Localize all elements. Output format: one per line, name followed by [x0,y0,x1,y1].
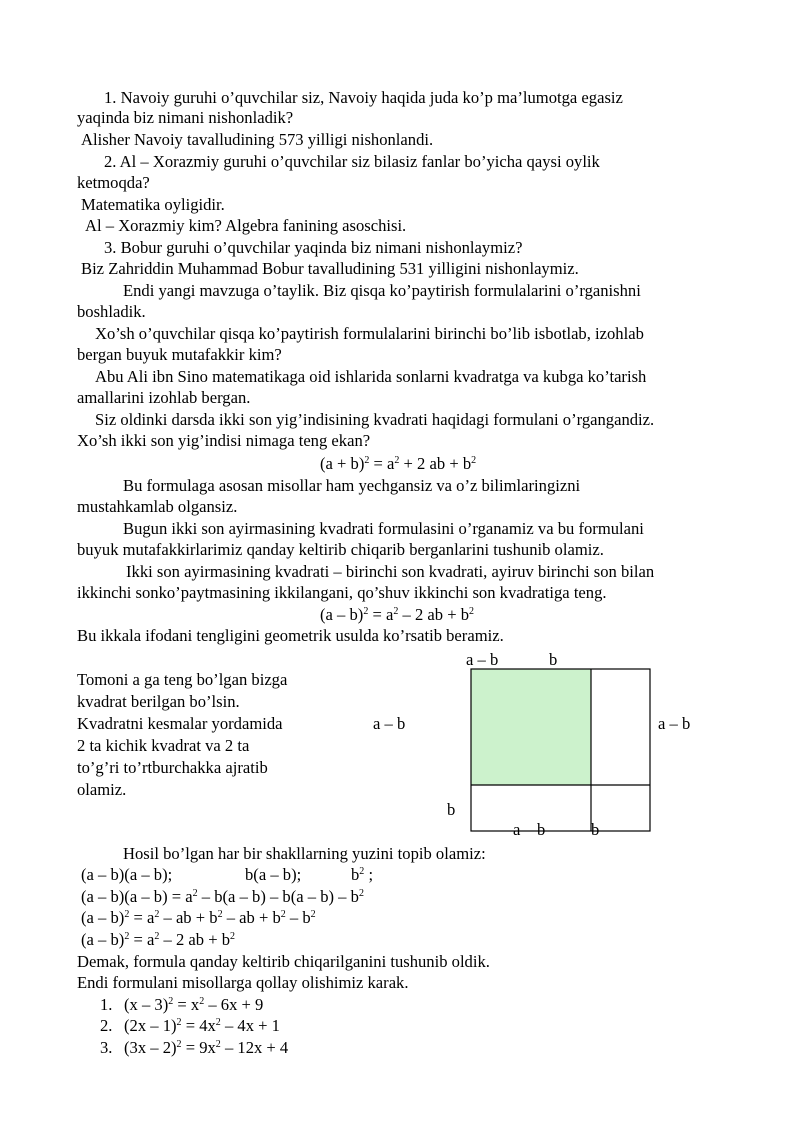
label-top-b: b [549,650,558,669]
area-1: (a – b)(a – b); [81,865,173,884]
answer-1: Alisher Navoiy tavalludining 573 yilligi nishonlandi. [81,130,434,149]
paragraph-ibn-sino: Abu Ali ibn Sino matematikaga oid ishlarida sonlarni kvadratga va kubga ko’tarish [95,367,647,386]
outer-square [471,669,650,831]
paragraph-examples: Bu formulaga asosan misollar ham yechgansiz va o’z bilimlaringizni [123,476,581,495]
question-1-cont: yaqinda biz nimani nishonladik? [77,108,294,127]
paragraph-geometric: Bu ikkala ifodani tengligini geometrik usulda ko’rsatib beramiz. [77,626,504,645]
example-number-3: 3. [100,1038,113,1057]
paragraph-previous-lesson: Siz oldinki darsda ikki son yig’indisining kvadrati haqidagi formulani o’rgangandiz. [95,410,655,429]
paragraph-apply: Endi formulani misollarga qollay olishimiz karak. [77,973,409,992]
paragraph-new-topic-cont: boshladik. [77,302,146,321]
derivation-1: $(a - b)(a - b) = a^2 - b(a - b) - b(a - b) - b^2$ [81,887,364,906]
label-top-a-minus-b: a – b [466,650,499,669]
label-bottom-a-minus-b: a – b [513,820,546,839]
paragraph-definition: Ikki son ayirmasining kvadrati – birinchi son kvadrati, ayiruv birinchi son bilan [126,562,655,581]
answer-2-extra: Al – Xorazmiy kim? Algebra fanining asoschisi. [85,216,407,235]
paragraph-examples-cont: mustahkamlab olgansiz. [77,497,238,516]
example-2: $(2x - 1)^2 = 4x^2 - 4x + 1$ [124,1016,280,1035]
diagram-text-3: Kvadratni kesmalar yordamida [77,714,283,733]
paragraph-previous-lesson-cont: Xo’sh ikki son yig’indisi nimaga teng ekan? [77,431,371,450]
question-2-cont: ketmoqda? [77,173,150,192]
paragraph-new-topic: Endi yangi mavzuga o’taylik. Biz qisqa ko’paytirish formulalarini o’rganishni [123,281,641,300]
question-2: 2. Al – Xorazmiy guruhi o’quvchilar siz bilasiz fanlar bo’yicha qaysi oylik [104,152,600,171]
formula-sum-square: $(a + b)^2 = a^2 + 2$ ab + $b^2$ [320,454,477,473]
derivation-3: $(a - b)^2 = a^2 - 2$ ab + $b^2$ [81,930,235,949]
paragraph-question-cont: bergan buyuk mutafakkir kim? [77,345,282,364]
paragraph-today-cont: buyuk mutafakkirlarimiz qanday keltirib chiqarib berganlarini tushunib olamiz. [77,540,604,559]
diagram-text-6: olamiz. [77,780,127,799]
diagram-text-5: to’g’ri to’rtburchakka ajratib [77,758,268,777]
derivation-2: $(a - b)^2 = a^2$ – ab + $b^2$ – ab + $b^2 - b^2$ [81,908,316,927]
paragraph-definition-cont: ikkinchi sonko’paytmasining ikkilangani, qo’shuv ikkinchi son kvadratiga teng. [77,583,607,602]
diagram-text-2: kvadrat berilgan bo’lsin. [77,692,240,711]
formula-diff-square: $(a - b)^2 = a^2 - 2$ ab + $b^2$ [320,605,474,624]
diagram-text-4: 2 ta kichik kvadrat va 2 ta [77,736,250,755]
diagram-text-1: Tomoni a ga teng bo’lgan bizga [77,670,288,689]
answer-2: Matematika oyligidir. [81,195,225,214]
example-number-2: 2. [100,1016,113,1035]
paragraph-question: Xo’sh o’quvchilar qisqa ko’paytirish formulalarini birinchi bo’lib isbotlab, izohlab [95,324,644,343]
label-bottom-b: b [591,820,600,839]
paragraph-ibn-sino-cont: amallarini izohlab bergan. [77,388,251,407]
label-bottom-clip [505,820,605,839]
green-square-region [471,669,591,785]
example-1: $(x - 3)^2 = x^2 - 6x + 9$ [124,995,264,1014]
paragraph-today: Bugun ikki son ayirmasining kvadrati formulasini o’rganamiz va bu formulani [123,519,644,538]
label-left-b: b [447,800,456,819]
question-3: 3. Bobur guruhi o’quvchilar yaqinda biz nimani nishonlaymiz? [104,238,523,257]
example-number-1: 1. [100,995,113,1014]
answer-3: Biz Zahriddin Muhammad Bobur tavalludining 531 yilligini nishonlaymiz. [81,259,579,278]
paragraph-conclusion: Demak, formula qanday keltirib chiqarilganini tushunib oldik. [77,952,490,971]
example-3: $(3x - 2)^2 = 9x^2 - 12x + 4$ [124,1038,289,1057]
label-right-a-minus-b: a – b [658,714,691,733]
label-left-a-minus-b: a – b [373,714,406,733]
question-1: 1. Navoiy guruhi o’quvchilar siz, Navoiy haqida juda ko’p ma’lumotga egasiz [104,88,623,107]
area-3: $b^2$ ; [351,865,374,884]
paragraph-areas: Hosil bo’lgan har bir shakllarning yuzini topib olamiz: [123,844,486,863]
area-2: b(a – b); [245,865,302,884]
